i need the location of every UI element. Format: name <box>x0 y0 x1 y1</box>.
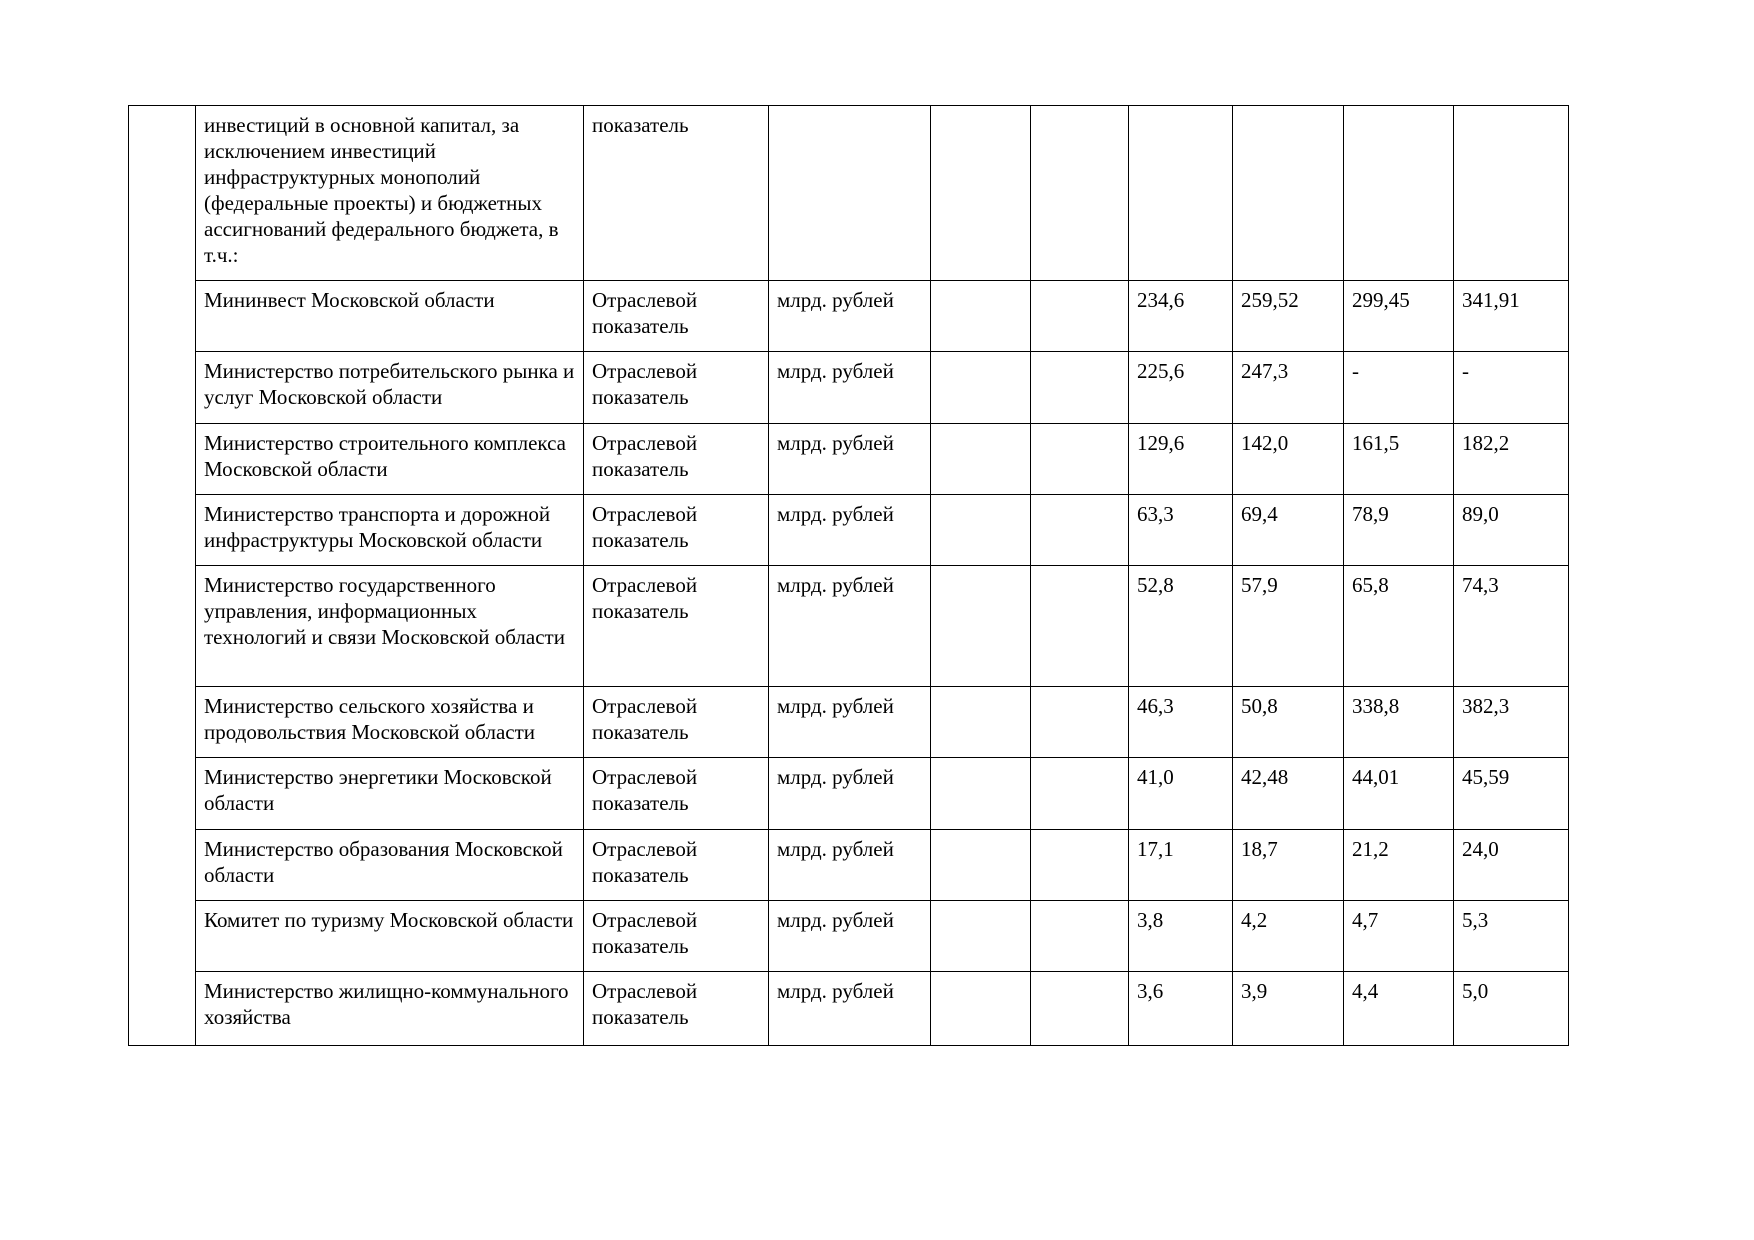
cell-unit: млрд. рублей <box>769 972 931 1046</box>
cell-blank-b <box>1031 106 1129 281</box>
cell-value-2 <box>1233 106 1344 281</box>
cell-unit: млрд. рублей <box>769 758 931 830</box>
cell-value-1: 234,6 <box>1129 281 1233 352</box>
cell-value-2: 259,52 <box>1233 281 1344 352</box>
cell-name: Министерство образования Московской области <box>196 830 584 901</box>
cell-indicator-type: Отраслевой показатель <box>584 758 769 830</box>
cell-value-2: 3,9 <box>1233 972 1344 1046</box>
cell-unit: млрд. рублей <box>769 352 931 424</box>
cell-value-1: 225,6 <box>1129 352 1233 424</box>
cell-unit: млрд. рублей <box>769 281 931 352</box>
cell-unit <box>769 106 931 281</box>
cell-name: Министерство строительного комплекса Московской области <box>196 424 584 495</box>
cell-value-4: 341,91 <box>1454 281 1569 352</box>
cell-indicator-type: Отраслевой показатель <box>584 972 769 1046</box>
budget-indicators-table <box>128 105 1569 1046</box>
table-row <box>129 901 1569 972</box>
table-row <box>129 566 1569 687</box>
cell-value-1: 52,8 <box>1129 566 1233 687</box>
table-row <box>129 758 1569 830</box>
cell-indicator-type: показатель <box>584 106 769 281</box>
cell-unit: млрд. рублей <box>769 495 931 566</box>
cell-unit: млрд. рублей <box>769 566 931 687</box>
cell-value-3: - <box>1344 352 1454 424</box>
cell-unit: млрд. рублей <box>769 687 931 758</box>
cell-unit: млрд. рублей <box>769 901 931 972</box>
cell-value-3: 338,8 <box>1344 687 1454 758</box>
cell-blank-a <box>931 106 1031 281</box>
cell-blank-b <box>1031 758 1129 830</box>
cell-blank-b <box>1031 352 1129 424</box>
table-row <box>129 281 1569 352</box>
cell-value-2: 50,8 <box>1233 687 1344 758</box>
cell-value-1: 41,0 <box>1129 758 1233 830</box>
cell-value-2: 18,7 <box>1233 830 1344 901</box>
cell-value-1: 129,6 <box>1129 424 1233 495</box>
cell-blank-b <box>1031 281 1129 352</box>
cell-value-1 <box>1129 106 1233 281</box>
cell-value-2: 4,2 <box>1233 901 1344 972</box>
cell-name: Министерство транспорта и дорожной инфраструктуры Московской области <box>196 495 584 566</box>
cell-value-2: 57,9 <box>1233 566 1344 687</box>
cell-name: Министерство потребительского рынка и услуг Московской области <box>196 352 584 424</box>
cell-name: Министерство жилищно-коммунального хозяйства <box>196 972 584 1046</box>
cell-blank-b <box>1031 566 1129 687</box>
cell-value-2: 69,4 <box>1233 495 1344 566</box>
cell-value-4: 182,2 <box>1454 424 1569 495</box>
cell-blank-a <box>931 352 1031 424</box>
cell-blank-a <box>931 830 1031 901</box>
cell-name: Министерство сельского хозяйства и продовольствия Московской области <box>196 687 584 758</box>
cell-name: Мининвест Московской области <box>196 281 584 352</box>
cell-value-4: - <box>1454 352 1569 424</box>
cell-value-4: 5,0 <box>1454 972 1569 1046</box>
cell-value-2: 42,48 <box>1233 758 1344 830</box>
cell-blank-a <box>931 972 1031 1046</box>
cell-value-3: 4,7 <box>1344 901 1454 972</box>
cell-value-1: 3,8 <box>1129 901 1233 972</box>
cell-value-3: 4,4 <box>1344 972 1454 1046</box>
cell-indicator-type: Отраслевой показатель <box>584 566 769 687</box>
cell-blank-b <box>1031 495 1129 566</box>
cell-value-3: 161,5 <box>1344 424 1454 495</box>
cell-indicator-type: Отраслевой показатель <box>584 901 769 972</box>
table-row <box>129 495 1569 566</box>
cell-blank-a <box>931 281 1031 352</box>
cell-value-2: 142,0 <box>1233 424 1344 495</box>
cell-value-3: 44,01 <box>1344 758 1454 830</box>
cell-blank-a <box>931 566 1031 687</box>
table-row <box>129 352 1569 424</box>
cell-indicator-type: Отраслевой показатель <box>584 424 769 495</box>
table-row <box>129 106 1569 281</box>
cell-indicator-type: Отраслевой показатель <box>584 830 769 901</box>
cell-blank-a <box>931 687 1031 758</box>
cell-blank-a <box>931 901 1031 972</box>
cell-value-3 <box>1344 106 1454 281</box>
cell-value-4: 45,59 <box>1454 758 1569 830</box>
cell-value-3: 21,2 <box>1344 830 1454 901</box>
table-row <box>129 424 1569 495</box>
cell-value-4: 74,3 <box>1454 566 1569 687</box>
table-row <box>129 830 1569 901</box>
cell-name: инвестиций в основной капитал, за исключением инвестиций инфраструктурных монополий (федеральные проекты) и бюджетных ассигнований федерального бюджета, в т.ч.: <box>196 106 584 281</box>
cell-value-1: 63,3 <box>1129 495 1233 566</box>
cell-indicator-type: Отраслевой показатель <box>584 495 769 566</box>
cell-indicator-type: Отраслевой показатель <box>584 687 769 758</box>
cell-unit: млрд. рублей <box>769 830 931 901</box>
cell-blank-a <box>931 758 1031 830</box>
cell-name: Комитет по туризму Московской области <box>196 901 584 972</box>
cell-blank-b <box>1031 830 1129 901</box>
cell-blank-b <box>1031 424 1129 495</box>
cell-value-1: 46,3 <box>1129 687 1233 758</box>
cell-value-4: 89,0 <box>1454 495 1569 566</box>
cell-value-3: 65,8 <box>1344 566 1454 687</box>
cell-indicator-type: Отраслевой показатель <box>584 281 769 352</box>
cell-value-1: 3,6 <box>1129 972 1233 1046</box>
table-body <box>129 106 1569 1046</box>
cell-value-4: 382,3 <box>1454 687 1569 758</box>
cell-name: Министерство энергетики Московской области <box>196 758 584 830</box>
cell-blank-a <box>931 424 1031 495</box>
cell-blank-b <box>1031 901 1129 972</box>
cell-blank-b <box>1031 687 1129 758</box>
cell-value-4 <box>1454 106 1569 281</box>
cell-unit: млрд. рублей <box>769 424 931 495</box>
table-row <box>129 972 1569 1046</box>
cell-name: Министерство государственного управления, информационных технологий и связи Московской области <box>196 566 584 687</box>
cell-value-2: 247,3 <box>1233 352 1344 424</box>
cell-indicator-type: Отраслевой показатель <box>584 352 769 424</box>
cell-blank-b <box>1031 972 1129 1046</box>
table-row <box>129 687 1569 758</box>
cell-value-3: 299,45 <box>1344 281 1454 352</box>
cell-value-3: 78,9 <box>1344 495 1454 566</box>
cell-value-4: 5,3 <box>1454 901 1569 972</box>
cell-value-4: 24,0 <box>1454 830 1569 901</box>
cell-row-margin <box>129 106 196 1046</box>
cell-value-1: 17,1 <box>1129 830 1233 901</box>
cell-blank-a <box>931 495 1031 566</box>
